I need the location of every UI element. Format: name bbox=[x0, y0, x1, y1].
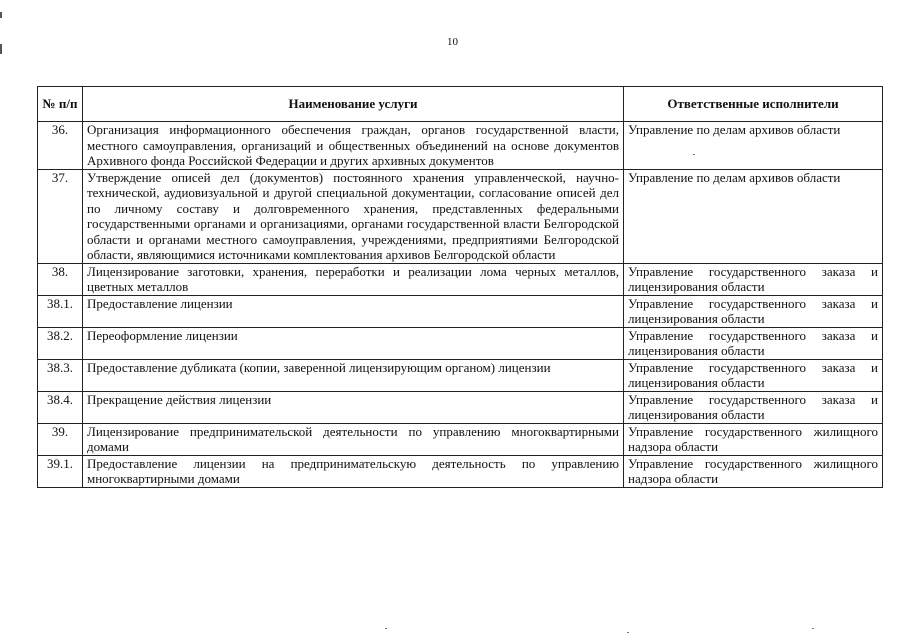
row-service-name: Организация информационного обеспечения граждан, органов государственной власти, местного самоуправления, организаций и общественных объединений на основе документов Архивного фонда Российской Федерации и других архивных документов bbox=[83, 122, 624, 170]
row-num: 38. bbox=[38, 263, 83, 295]
header-name: Наименование услуги bbox=[83, 87, 624, 122]
page-number: 10 bbox=[447, 36, 458, 48]
row-num: 37. bbox=[38, 169, 83, 263]
row-num: 39.1. bbox=[38, 455, 83, 487]
row-responsible: Управление государственного жилищного надзора области bbox=[624, 455, 883, 487]
row-service-name: Предоставление дубликата (копии, заверенной лицензирующим органом) лицензии bbox=[83, 359, 624, 391]
scan-speck bbox=[627, 632, 629, 633]
row-service-name: Утверждение описей дел (документов) постоянного хранения управленческой, научно-технической, аудиовизуальной и другой специальной документации, согласование описей дел по личному составу и долговременного хранения, представленных федеральными государственными органами и организациями, органами государственной власти Белгородской области и органами местного самоуправления, учреждениями, предприятиями Белгородской области, являющимися источниками комплектования архивов Белгородской области bbox=[83, 169, 624, 263]
table-row bbox=[38, 391, 883, 423]
row-responsible: Управление по делам архивов области bbox=[624, 122, 883, 170]
table-row bbox=[38, 169, 883, 263]
table-row bbox=[38, 455, 883, 487]
header-responsible: Ответственные исполнители bbox=[624, 87, 883, 122]
scan-margin-mark bbox=[0, 44, 2, 54]
table-row bbox=[38, 122, 883, 170]
row-num: 38.3. bbox=[38, 359, 83, 391]
row-responsible: Управление государственного заказа и лицензирования области bbox=[624, 391, 883, 423]
table-row bbox=[38, 423, 883, 455]
row-service-name: Переоформление лицензии bbox=[83, 327, 624, 359]
row-num: 36. bbox=[38, 122, 83, 170]
row-service-name: Лицензирование заготовки, хранения, переработки и реализации лома черных металлов, цветных металлов bbox=[83, 263, 624, 295]
scan-margin-mark bbox=[0, 12, 2, 18]
row-num: 38.2. bbox=[38, 327, 83, 359]
row-service-name: Прекращение действия лицензии bbox=[83, 391, 624, 423]
row-service-name: Лицензирование предпринимательской деятельности по управлению многоквартирными домами bbox=[83, 423, 624, 455]
row-num: 38.1. bbox=[38, 295, 83, 327]
row-responsible: Управление по делам архивов области bbox=[624, 169, 883, 263]
table-row bbox=[38, 327, 883, 359]
services-table bbox=[37, 86, 883, 488]
table-row bbox=[38, 263, 883, 295]
row-num: 38.4. bbox=[38, 391, 83, 423]
row-responsible: Управление государственного заказа и лицензирования области bbox=[624, 263, 883, 295]
row-responsible: Управление государственного заказа и лицензирования области bbox=[624, 327, 883, 359]
table-row bbox=[38, 295, 883, 327]
scan-speck bbox=[693, 154, 695, 155]
row-responsible: Управление государственного заказа и лицензирования области bbox=[624, 359, 883, 391]
row-service-name: Предоставление лицензии на предпринимательскую деятельность по управлению многоквартирными домами bbox=[83, 455, 624, 487]
scan-speck bbox=[385, 628, 387, 629]
row-responsible: Управление государственного жилищного надзора области bbox=[624, 423, 883, 455]
row-service-name: Предоставление лицензии bbox=[83, 295, 624, 327]
table-row bbox=[38, 359, 883, 391]
row-responsible: Управление государственного заказа и лицензирования области bbox=[624, 295, 883, 327]
row-num: 39. bbox=[38, 423, 83, 455]
scan-speck bbox=[812, 628, 814, 629]
table-header-row bbox=[38, 87, 883, 122]
header-num: № п/п bbox=[38, 87, 83, 122]
